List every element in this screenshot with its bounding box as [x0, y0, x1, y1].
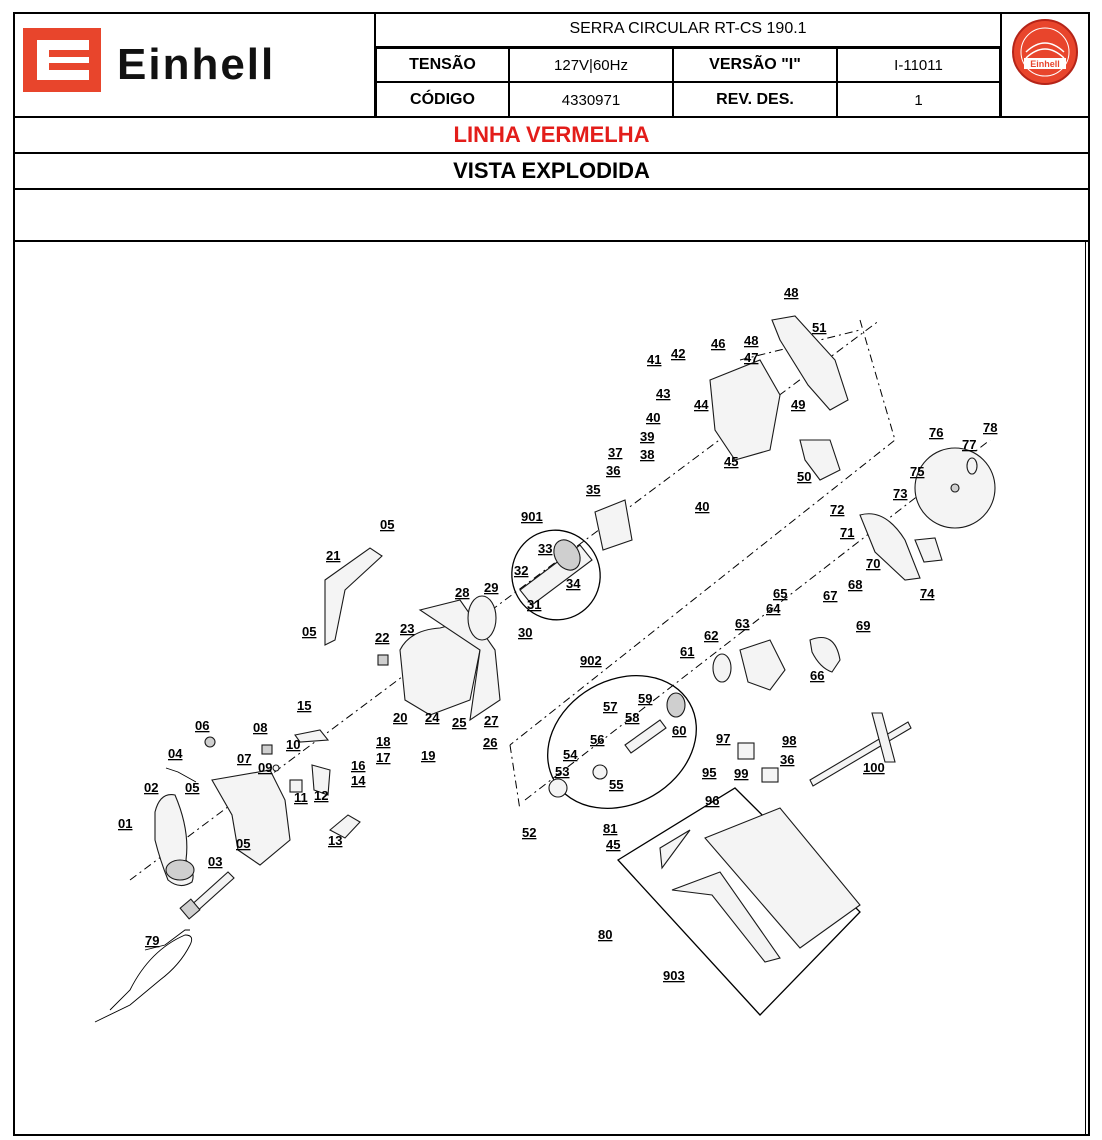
part-number-label: 24: [425, 710, 440, 725]
part-number-label: 59: [638, 691, 653, 706]
blade-flange-part: [967, 458, 977, 474]
part-number-label: 07: [237, 751, 252, 766]
part-number-label: 44: [694, 397, 709, 412]
part-number-label: 49: [791, 397, 806, 412]
gear-cover-part: [740, 640, 785, 690]
part-number-label: 38: [640, 447, 655, 462]
part-number-label: 57: [603, 699, 618, 714]
part-number-label: 19: [421, 748, 436, 763]
spring-part: [273, 765, 279, 771]
part-number-label: 05: [380, 517, 395, 532]
gear-group-outline: [523, 649, 720, 834]
part-number-label: 902: [580, 653, 602, 668]
code-value: 4330971: [509, 82, 673, 118]
part-number-label: 14: [351, 773, 366, 788]
part-number-label: 68: [848, 577, 863, 592]
part-labels: [118, 285, 997, 983]
part-number-label: 71: [840, 525, 855, 540]
guard-lever-part: [915, 538, 942, 562]
part-number-label: 28: [455, 585, 470, 600]
part-number-label: 10: [286, 737, 301, 752]
svg-text:Einhell: Einhell: [117, 40, 276, 89]
upper-guard-part: [772, 316, 848, 410]
bearing-plate-part: [468, 596, 496, 640]
revision-value: 1: [837, 82, 1000, 118]
power-cord-part: [95, 935, 192, 1022]
base-plate-part: [705, 808, 860, 948]
part-number-label: 26: [483, 735, 498, 750]
depth-lever-part: [762, 768, 778, 782]
blade-hole-part: [951, 484, 959, 492]
part-number-label: 48: [744, 333, 759, 348]
part-number-label: 32: [514, 563, 529, 578]
part-number-label: 42: [671, 346, 686, 361]
part-number-label: 05: [185, 780, 200, 795]
part-number-label: 51: [812, 320, 827, 335]
part-number-label: 39: [640, 429, 655, 444]
part-number-label: 06: [195, 718, 210, 733]
part-number-label: 29: [484, 580, 499, 595]
part-number-label: 77: [962, 437, 977, 452]
svg-text:Einhell: Einhell: [1030, 59, 1060, 69]
part-number-label: 31: [527, 597, 542, 612]
part-number-label: 78: [983, 420, 998, 435]
part-number-label: 55: [609, 777, 624, 792]
part-number-label: 74: [920, 586, 935, 601]
part-number-label: 22: [375, 630, 390, 645]
part-number-label: 01: [118, 816, 133, 831]
part-number-label: 20: [393, 710, 408, 725]
part-number-label: 13: [328, 833, 343, 848]
bearing-ring-part: [713, 654, 731, 682]
part-number-label: 37: [608, 445, 623, 460]
code-label: CÓDIGO: [376, 82, 509, 118]
voltage-value: 127V|60Hz: [509, 48, 673, 82]
part-number-label: 81: [603, 821, 618, 836]
assembly-axis-lower: [510, 745, 520, 810]
part-number-label: 96: [705, 793, 720, 808]
part-number-label: 76: [929, 425, 944, 440]
part-number-label: 95: [702, 765, 717, 780]
part-number-label: 05: [236, 836, 251, 851]
part-number-label: 65: [773, 586, 788, 601]
part-number-label: 36: [780, 752, 795, 767]
gear-housing-part: [710, 360, 780, 460]
part-number-label: 45: [724, 454, 739, 469]
pointer-part: [660, 830, 690, 868]
riving-knife-part: [810, 638, 840, 673]
part-number-label: 04: [168, 746, 183, 761]
version-label: VERSÃO "I": [673, 48, 837, 82]
part-number-label: 901: [521, 509, 543, 524]
part-number-label: 09: [258, 760, 273, 775]
part-number-label: 60: [672, 723, 687, 738]
part-number-label: 15: [297, 698, 312, 713]
stator-part: [595, 500, 632, 550]
part-number-label: 40: [695, 499, 710, 514]
part-number-label: 61: [680, 644, 695, 659]
part-number-label: 52: [522, 825, 537, 840]
part-number-label: 100: [863, 760, 885, 775]
part-number-label: 99: [734, 766, 749, 781]
part-number-label: 66: [810, 668, 825, 683]
part-number-label: 08: [253, 720, 268, 735]
part-number-label: 903: [663, 968, 685, 983]
part-number-label: 70: [866, 556, 881, 571]
part-number-label: 16: [351, 758, 366, 773]
rip-fence-part: [810, 722, 911, 786]
pinion-gear-part: [549, 779, 567, 797]
part-number-label: 23: [400, 621, 415, 636]
version-value: I-11011: [837, 48, 1000, 82]
switch-lock-part: [262, 745, 272, 754]
part-number-label: 35: [586, 482, 601, 497]
bevel-knob-part: [738, 743, 754, 759]
part-number-label: 11: [294, 790, 308, 805]
part-number-label: 62: [704, 628, 719, 643]
part-number-label: 58: [625, 710, 640, 725]
base-bracket-part: [212, 770, 290, 865]
part-number-label: 21: [326, 548, 341, 563]
part-number-label: 46: [711, 336, 726, 351]
washer-part: [593, 765, 607, 779]
part-number-label: 36: [606, 463, 621, 478]
voltage-label: TENSÃO: [376, 48, 509, 82]
view-title: VISTA EXPLODIDA: [13, 154, 1090, 190]
part-number-label: 27: [484, 713, 499, 728]
part-number-label: 56: [590, 732, 605, 747]
part-number-label: 63: [735, 616, 750, 631]
line-name: LINHA VERMELHA: [13, 118, 1090, 154]
part-number-label: 80: [598, 927, 613, 942]
part-number-label: 53: [555, 764, 570, 779]
part-number-label: 33: [538, 541, 553, 556]
part-number-label: 18: [376, 734, 391, 749]
part-number-label: 48: [784, 285, 799, 300]
part-number-label: 97: [716, 731, 731, 746]
part-number-label: 43: [656, 386, 671, 401]
part-number-label: 72: [830, 502, 845, 517]
part-number-label: 02: [144, 780, 159, 795]
part-number-label: 69: [856, 618, 871, 633]
gear-wheel-part: [667, 693, 685, 717]
revision-label: REV. DES.: [673, 82, 837, 118]
part-number-label: 75: [910, 464, 925, 479]
handle-knob-part: [166, 860, 194, 880]
part-number-label: 67: [823, 588, 838, 603]
part-number-label: 05: [302, 624, 317, 639]
brush-holder-part: [378, 655, 388, 665]
part-number-label: 54: [563, 747, 578, 762]
part-number-label: 79: [145, 933, 160, 948]
part-number-label: 30: [518, 625, 533, 640]
part-number-label: 17: [376, 750, 391, 765]
part-number-label: 41: [647, 352, 662, 367]
part-number-label: 98: [782, 733, 797, 748]
nut-part: [205, 737, 215, 747]
part-number-label: 25: [452, 715, 467, 730]
part-number-label: 50: [797, 469, 812, 484]
part-number-label: 12: [314, 788, 329, 803]
part-number-label: 64: [766, 601, 781, 616]
part-number-label: 40: [646, 410, 661, 425]
part-number-label: 03: [208, 854, 223, 869]
part-number-label: 34: [566, 576, 581, 591]
part-number-label: 73: [893, 486, 908, 501]
part-number-label: 47: [744, 350, 759, 365]
product-title: SERRA CIRCULAR RT-CS 190.1: [376, 12, 1000, 48]
part-number-label: 45: [606, 837, 621, 852]
